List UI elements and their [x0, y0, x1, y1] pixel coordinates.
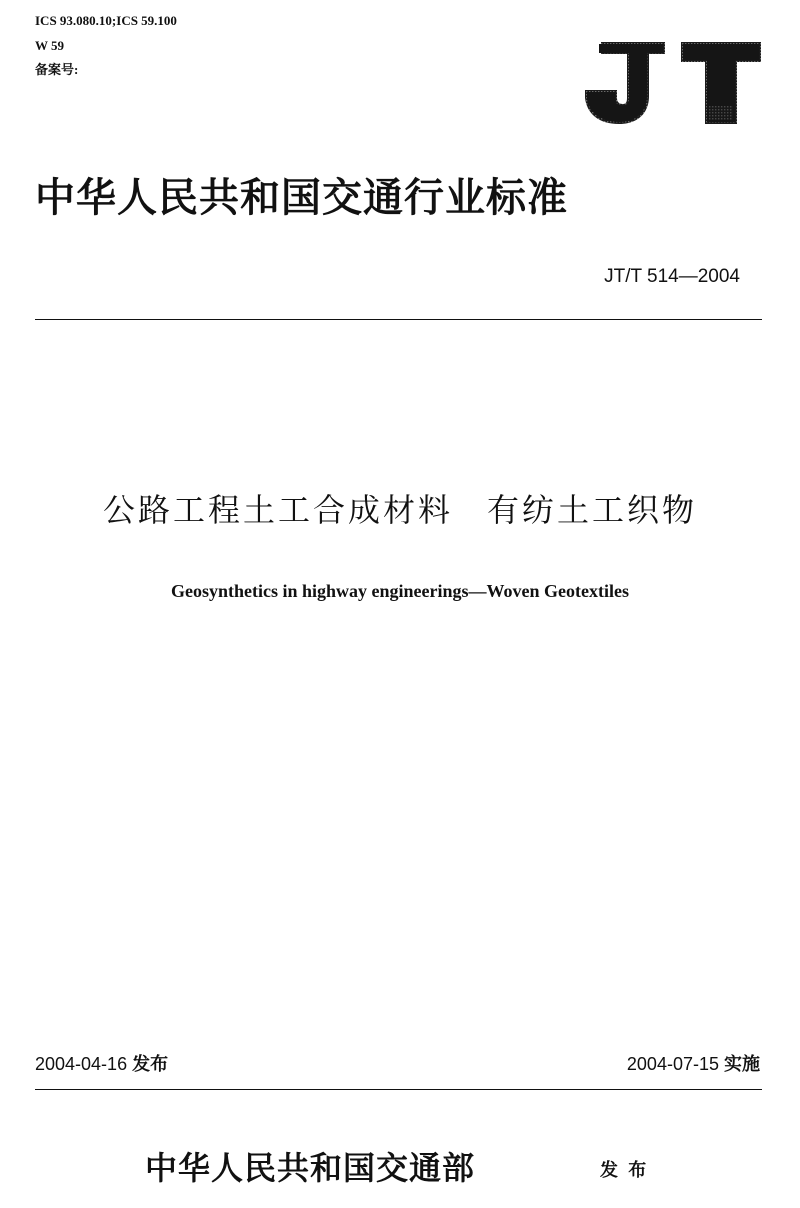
document-title-cn-sub: 有纺土工织物 — [487, 491, 698, 529]
top-divider — [35, 319, 762, 320]
issue-date — [35, 1051, 168, 1078]
document-title-cn-main: 公路工程土工合成材料 — [102, 491, 453, 529]
category-code: W 59 — [35, 38, 65, 53]
document-title-en: Geosynthetics in highway engineerings—Woven Geotextiles — [171, 581, 629, 601]
publisher-action: 发 布 — [600, 1160, 649, 1181]
effective-date — [627, 1051, 760, 1078]
issue-date-value: 2004-04-16 — [35, 1054, 128, 1074]
document-title-cn — [0, 488, 800, 532]
publisher-name: 中华人民共和国交通部 — [145, 1149, 476, 1187]
effective-date-label: 实施 — [724, 1054, 760, 1075]
record-number-label: 备案号: — [35, 62, 79, 77]
issue-date-label: 发布 — [132, 1054, 169, 1075]
standard-code: JT/T 514—2004 — [604, 266, 740, 287]
bottom-divider — [35, 1089, 762, 1090]
effective-date-value: 2004-07-15 — [626, 1054, 719, 1074]
standard-category-title: 中华人民共和国交通行业标准 — [35, 174, 568, 221]
ics-code: ICS 93.080.10;ICS 59.100 — [35, 13, 177, 28]
jt-logo — [583, 40, 763, 126]
